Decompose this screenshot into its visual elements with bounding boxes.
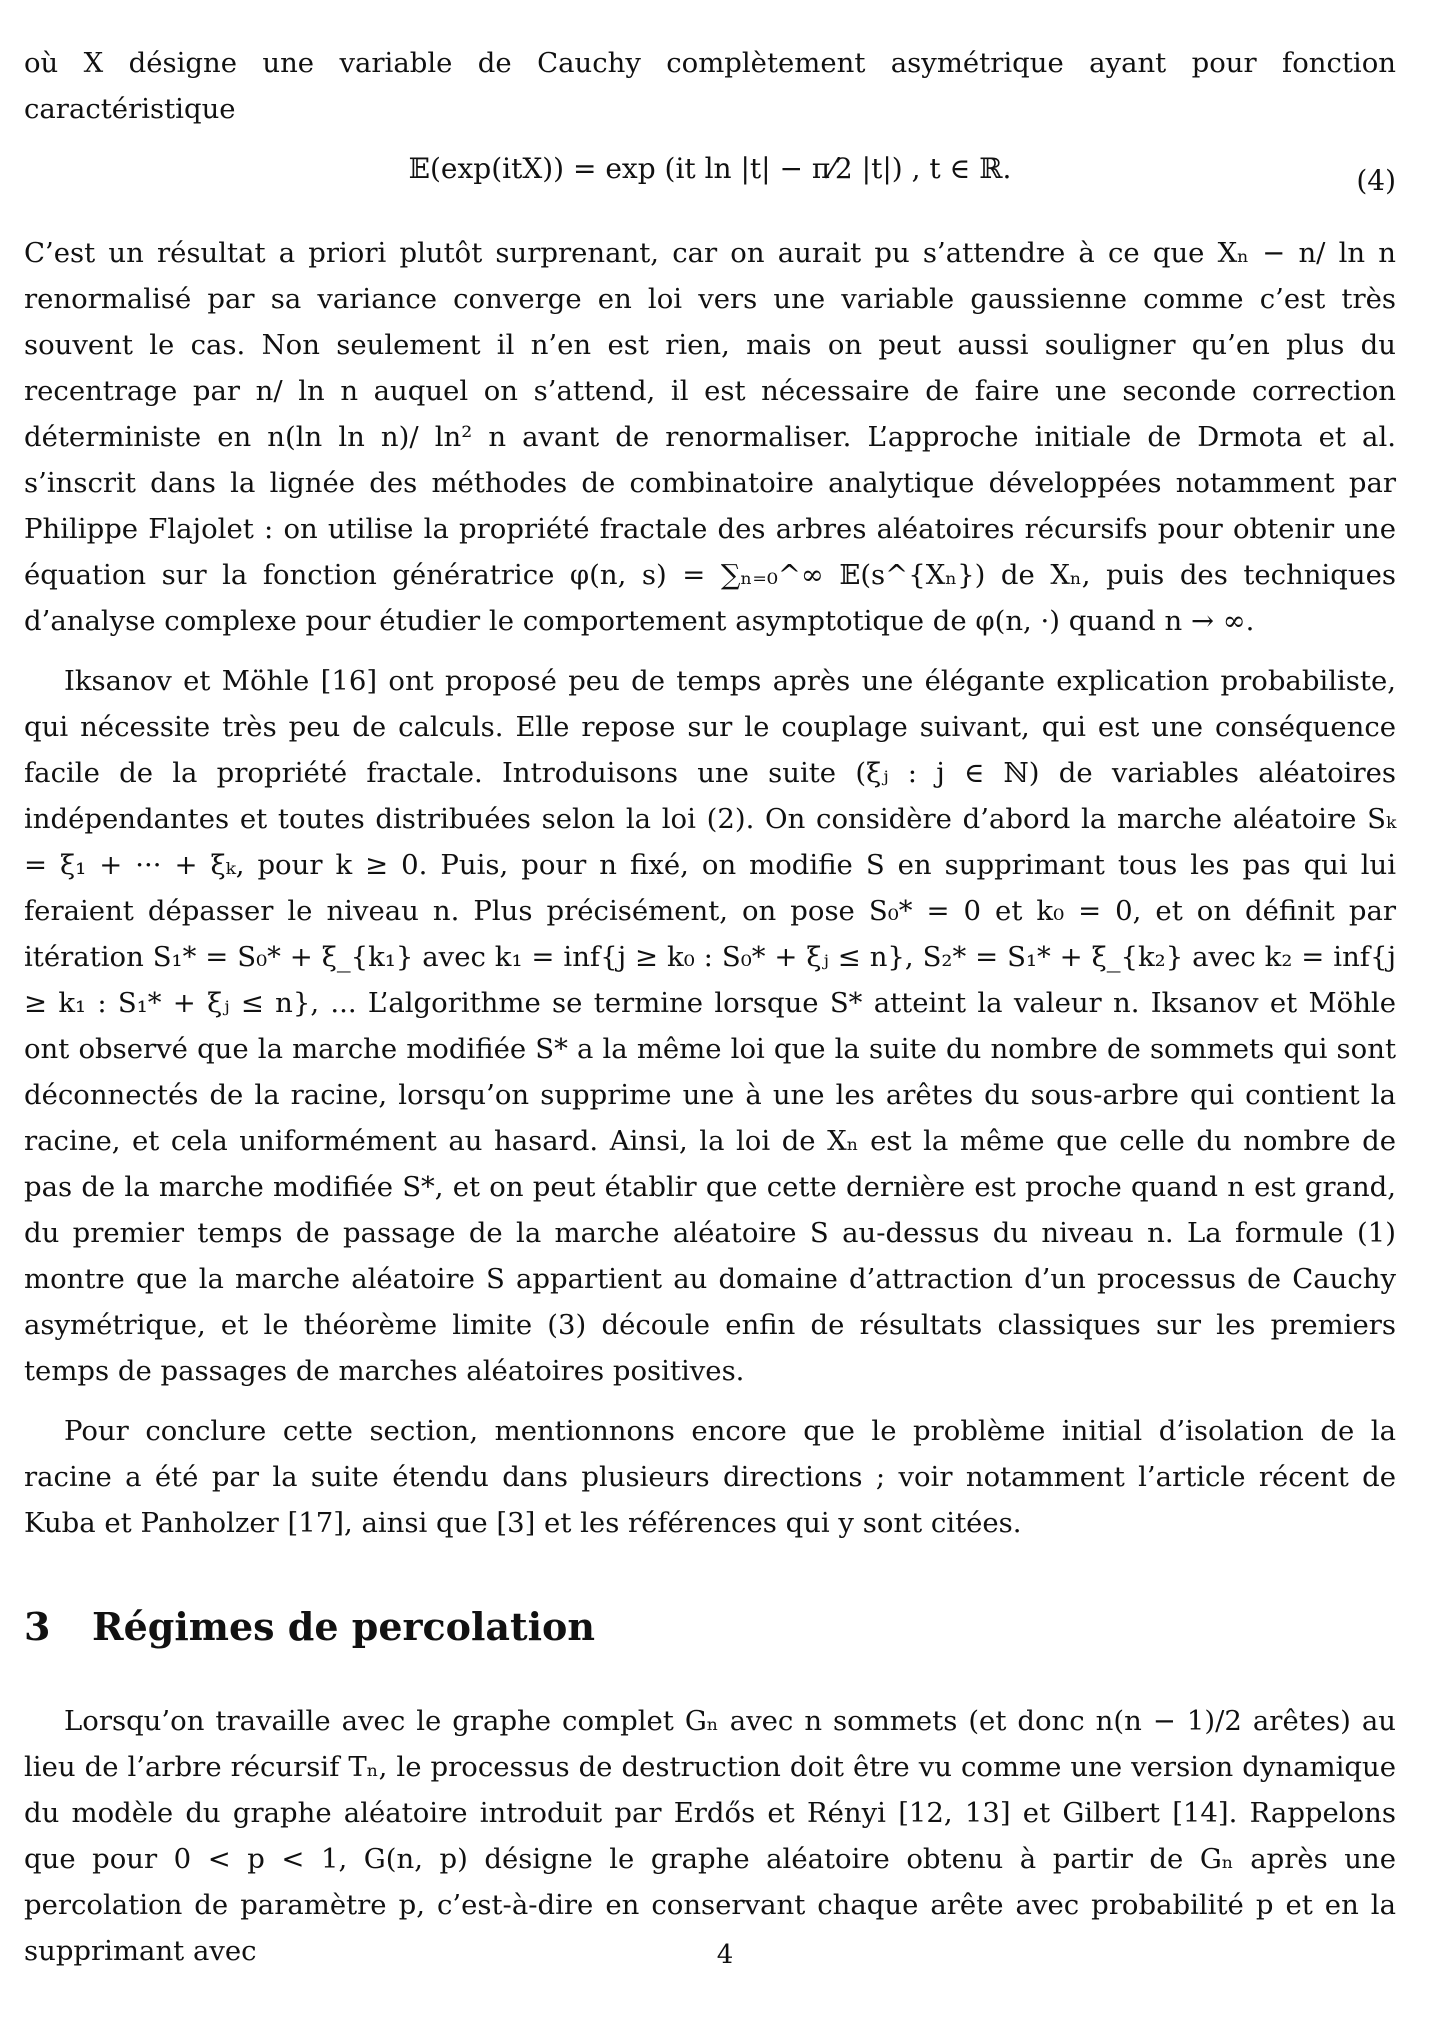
page-content: [24, 40, 1396, 1974]
paragraph-conclusion: Pour conclure cette section, mentionnons encore que le problème initial d’isolation de la racine a été par la suite étendu dans plusieurs directions ; voir notamment l’article récent de Kuba et Panholzer [17], ainsi que [3] et les références qui y sont citées.: [24, 1415, 1396, 1539]
section-title: Régimes de percolation: [92, 1604, 596, 1649]
page-number: 4: [716, 1940, 734, 1970]
paragraph-iksanov-mohle: Iksanov et Möhle [16] ont proposé peu de temps après une élégante explication probabiliste, qui nécessite très peu de calculs. Elle repose sur le couplage suivant, qui est une conséquence facile de la propriété fractale. Introduisons une suite (ξⱼ : j ∈ ℕ) de variables aléatoires indépendantes et toutes distribuées selon la loi (2). On considère d’abord la marche aléatoire Sₖ = ξ₁ + ··· + ξₖ, pour k ≥ 0. Puis, pour n fixé, on modifie S en supprimant tous les pas qui lui feraient dépasser le niveau n. Plus précisément, on pose S₀* = 0 et k₀ = 0, et on définit par itération S₁* = S₀* + ξ_{k₁} avec k₁ = inf{j ≥ k₀ : S₀* + ξⱼ ≤ n}, S₂* = S₁* + ξ_{k₂} avec k₂ = inf{j ≥ k₁ : S₁* + ξⱼ ≤ n}, ... L’algorithme se termine lorsque S* atteint la valeur n. Iksanov et Möhle ont observé que la marche modifiée S* a la même loi que la suite du nombre de sommets qui sont déconnectés de la racine, lorsqu’on supprime une à une les arêtes du sous-arbre qui contient la racine, et cela uniformément au hasard. Ainsi, la loi de Xₙ est la même que celle du nombre de pas de la marche modifiée S*, et on peut établir que cette dernière est proche quand n est grand, du premier temps de passage de la marche aléatoire S au-dessus du niveau n. La formule (1) montre que la marche aléatoire S appartient au domaine d’attraction d’un processus de Cauchy asymétrique, et le théorème limite (3) découle enfin de résultats classiques sur les premiers temps de passages de marches aléatoires positives.: [24, 665, 1396, 1387]
section-heading: [24, 1604, 1396, 1650]
equation-number: (4): [1356, 164, 1396, 197]
paragraph-percolation: Lorsqu’on travaille avec le graphe complet Gₙ avec n sommets (et donc n(n − 1)/2 arêtes) au lieu de l’arbre récursif Tₙ, le processus de destruction doit être vu comme une version dynamique du modèle du graphe aléatoire introduit par Erdős et Rényi [12, 13] et Gilbert [14]. Rappelons que pour 0 < p < 1, G(n, p) désigne le graphe aléatoire obtenu à partir de Gₙ après une percolation de paramètre p, c’est-à-dire en conservant chaque arête avec probabilité p et en la supprimant avec: [24, 1705, 1396, 1967]
section-number: 3: [24, 1604, 51, 1649]
intro-paragraph: où X désigne une variable de Cauchy complètement asymétrique ayant pour fonction caractéristique: [24, 47, 1396, 125]
equation-body: 𝔼(exp(itX)) = exp (it ln |t| − π⁄2 |t|) , t ∈ ℝ.: [408, 152, 1012, 185]
equation-4: [24, 140, 1396, 220]
paragraph-cauchy-result: C’est un résultat a priori plutôt surprenant, car on aurait pu s’attendre à ce que Xₙ − n/ ln n renormalisé par sa variance converge en loi vers une variable gaussienne comme c’est très souvent le cas. Non seulement il n’en est rien, mais on peut aussi souligner qu’en plus du recentrage par n/ ln n auquel on s’attend, il est nécessaire de faire une seconde correction déterministe en n(ln ln n)/ ln² n avant de renormaliser. L’approche initiale de Drmota et al. s’inscrit dans la lignée des méthodes de combinatoire analytique développées notamment par Philippe Flajolet : on utilise la propriété fractale des arbres aléatoires récursifs pour obtenir une équation sur la fonction génératrice φ(n, s) = ∑ₙ₌₀^∞ 𝔼(s^{Xₙ}) de Xₙ, puis des techniques d’analyse complexe pour étudier le comportement asymptotique de φ(n, ·) quand n → ∞.: [24, 237, 1396, 637]
